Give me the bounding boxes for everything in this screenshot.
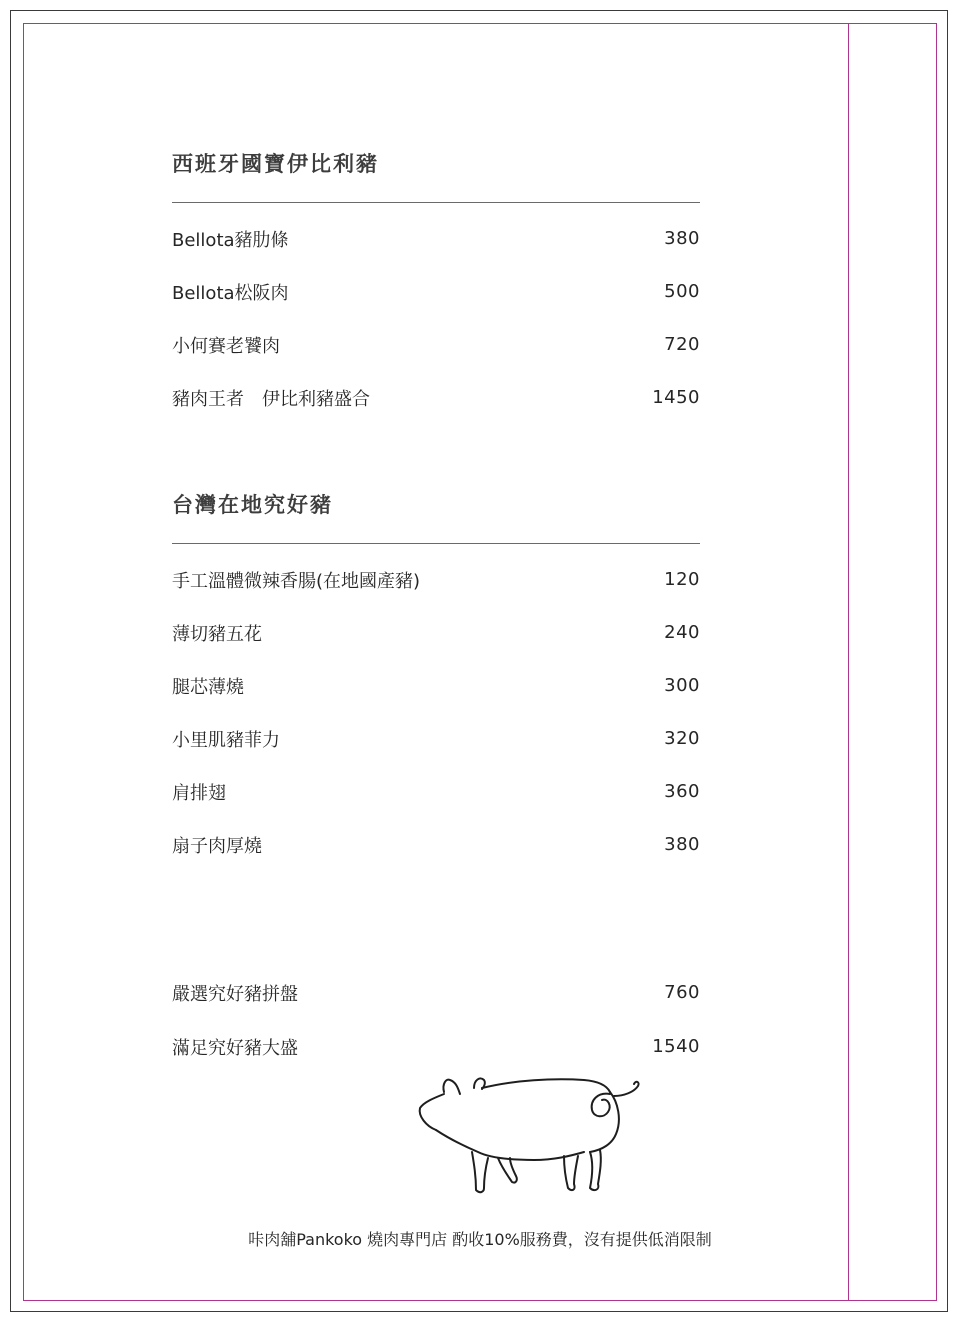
section-taiwan	[172, 491, 700, 544]
menu-list-platters	[172, 966, 700, 1074]
item-price: 360	[664, 781, 700, 802]
footer-note: 咔肉舖Pankoko 燒肉專門店 酌收10%服務費，沒有提供低消限制	[248, 1230, 712, 1249]
item-price: 300	[664, 675, 700, 696]
item-price: 720	[664, 334, 700, 355]
section-iberico	[172, 150, 700, 203]
item-name: 小何賽老饕肉	[172, 335, 280, 357]
item-name: 腿芯薄燒	[172, 676, 244, 698]
section-title: 台灣在地究好豬	[172, 493, 333, 517]
item-name: Bellota松阪肉	[172, 282, 289, 304]
item-price: 500	[664, 281, 700, 302]
item-name: 滿足究好豬大盛	[172, 1037, 298, 1059]
menu-item	[172, 659, 700, 712]
item-name: Bellota豬肋條	[172, 229, 289, 251]
section-title: 西班牙國寶伊比利豬	[172, 152, 379, 176]
item-price: 240	[664, 622, 700, 643]
item-name: 小里肌豬菲力	[172, 729, 280, 751]
item-name: 扇子肉厚燒	[172, 835, 262, 857]
item-name: 豬肉王者 伊比利豬盛合	[172, 388, 370, 410]
item-price: 760	[664, 982, 700, 1003]
section-divider	[172, 202, 700, 203]
menu-item	[172, 371, 700, 424]
item-name: 薄切豬五花	[172, 623, 262, 645]
item-price: 1450	[652, 387, 700, 408]
item-price: 1540	[652, 1036, 700, 1057]
item-name: 手工溫體微辣香腸(在地國產豬)	[172, 570, 421, 592]
menu-item	[172, 553, 700, 606]
item-price: 320	[664, 728, 700, 749]
vertical-divider	[848, 23, 849, 1301]
item-price: 380	[664, 834, 700, 855]
menu-item	[172, 265, 700, 318]
menu-item	[172, 606, 700, 659]
menu-item	[172, 966, 700, 1019]
item-price: 380	[664, 228, 700, 249]
menu-list-iberico	[172, 212, 700, 424]
item-price: 120	[664, 569, 700, 590]
section-divider	[172, 543, 700, 544]
item-name: 嚴選究好豬拼盤	[172, 983, 298, 1005]
menu-item	[172, 318, 700, 371]
menu-item	[172, 818, 700, 871]
menu-item	[172, 1019, 700, 1074]
menu-list-taiwan	[172, 553, 700, 871]
item-name: 肩排翅	[172, 782, 226, 804]
menu-item	[172, 212, 700, 265]
pig-icon	[414, 1072, 650, 1200]
menu-item	[172, 765, 700, 818]
menu-item	[172, 712, 700, 765]
